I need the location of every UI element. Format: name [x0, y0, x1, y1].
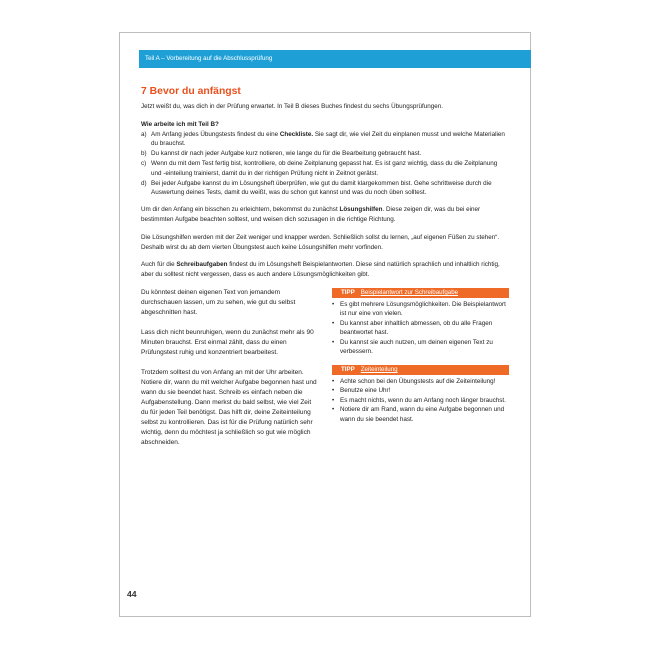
running-header: Teil A – Vorbereitung auf die Abschlussprüfung: [139, 50, 531, 68]
page-number: 44: [127, 589, 137, 599]
tip-label: TIPP: [341, 365, 355, 373]
list-marker: b): [141, 150, 147, 158]
schreibaufgaben-paragraph: Auch für die Schreibaufgaben findest du im Lösungsheft Beispielantworten. Diese sind natürlich sprachlich und inhaltlich richtig, aber du solltest nicht vergessen, dass es auch andere Lösungsmöglichkeiten gibt.: [141, 261, 500, 279]
list-item-text: Du kannst dir nach jeder Aufgabe kurz notieren, wie lange du für die Bearbeitung gebraucht hast.: [151, 150, 422, 158]
list-marker: c): [141, 159, 147, 167]
list-item-text: Am Anfang jedes Übungstests findest du eine Checkliste. Sie sagt dir, wie viel Zeit du einplanen musst und welche Materialien du brauchst.: [151, 130, 505, 148]
section-title: 7 Bevor du anfängst: [141, 86, 241, 97]
tip-item: • Du kannst aber inhaltlich abmessen, ob du alle Fragen beantwortet hast.: [332, 319, 493, 337]
list-item: [141, 179, 509, 199]
page-content: [141, 85, 509, 458]
right-column: [332, 288, 509, 458]
intro-paragraph: Jetzt weißt du, was dich in der Prüfung erwartet. In Teil B dieses Buches findest du sechs Übungsprüfungen.: [141, 103, 443, 110]
left-column: [141, 288, 317, 458]
bullet-icon: •: [332, 387, 335, 395]
tip-item: • Du kannst sie auch nutzen, um deinen eigenen Text zu verbessern.: [332, 338, 493, 356]
list-marker: a): [141, 130, 147, 138]
left-paragraph: Trotzdem solltest du von Anfang an mit der Uhr arbeiten. Notiere dir, wann du mit welcher Aufgabe begonnen hast und wann du sie beendet hast. Schreib es einfach neben die Aufgabenstellung. Dann merkst du bald selbst, wie viel Zeit du für jeden Teil benötigst. Das hilft dir, deine Zeiteinteilung selbst zu kontrollieren. Das ist für die Prüfung natürlich sehr wichtig, denn du möchtest ja schließlich so gut wie möglich abschneiden.: [141, 368, 317, 446]
instruction-list: [141, 130, 509, 199]
list-item: [141, 159, 509, 179]
tip-list: [332, 377, 509, 425]
tip-item: • Notiere dir am Rand, wann du eine Aufgabe begonnen und wann du sie beendet hast.: [332, 406, 505, 423]
tip-box-beispielantwort: [332, 288, 509, 357]
bullet-icon: •: [332, 319, 335, 327]
two-column-section: [141, 288, 509, 458]
tip-list: [332, 300, 509, 357]
list-item: [141, 149, 509, 159]
bullet-icon: •: [332, 396, 335, 404]
tip-box-zeiteinteilung: [332, 365, 509, 425]
tip-header: [332, 365, 509, 375]
loesungshilfen-reduction-paragraph: Die Lösungshilfen werden mit der Zeit weniger und knapper werden. Schließlich sollst du lernen, „auf eigenen Füßen zu stehen“. Deshalb wirst du ab dem vierten Übungstest auch keine Lösungshilfen mehr vorfinden.: [141, 233, 500, 251]
tip-title: Beispielantwort zur Schreibaufgabe: [360, 288, 459, 296]
tip-item: • Es macht nichts, wenn du am Anfang noch länger brauchst.: [332, 396, 506, 404]
bullet-icon: •: [332, 406, 335, 414]
bullet-icon: •: [332, 377, 335, 385]
list-item-text: Wenn du mit dem Test fertig bist, kontrolliere, ob deine Zeitplanung gepasst hat. Es ist ganz wichtig, dass du die Zeitplanung und -einteilung trainierst, damit du in der richtigen Prüfung nicht in Zeitnot gerätst.: [151, 159, 498, 177]
tip-item: • Es gibt mehrere Lösungsmöglichkeiten. Die Beispielantwort ist nur eine von vielen.: [332, 300, 506, 318]
subheading: Wie arbeite ich mit Teil B?: [141, 120, 219, 128]
list-marker: d): [141, 179, 147, 187]
left-paragraph: Lass dich nicht beunruhigen, wenn du zunächst mehr als 90 Minuten brauchst. Erst einmal zählt, dass du einen Prüfungstest ruhig und konzentriert bearbeitest.: [141, 328, 314, 356]
tip-item: • Achte schon bei den Übungstests auf die Zeiteinteilung!: [332, 377, 496, 385]
tip-item: • Benutze eine Uhr!: [332, 387, 391, 395]
bullet-icon: •: [332, 300, 335, 308]
list-item: [141, 130, 509, 150]
checkliste-term: Checkliste.: [279, 130, 314, 138]
list-item-text: Bei jeder Aufgabe kannst du im Lösungsheft überprüfen, wie gut du damit klargekommen bist. Gehe schrittweise durch die Auswertung deines Tests, damit du weißt, was du schon gut kannst und was du noch üben solltest.: [151, 179, 492, 197]
bullet-icon: •: [332, 338, 335, 346]
left-paragraph: Du könntest deinen eigenen Text von jemandem durchschauen lassen, um zu sehen, wie gut du selbst abgeschnitten hast.: [141, 288, 296, 316]
tip-title: Zeiteinteilung: [360, 365, 398, 373]
loesungshilfen-paragraph: Um dir den Anfang ein bisschen zu erleichtern, bekommst du zunächst Lösungshilfen. Diese zeigen dir, was du bei einer bestimmten Aufgabe beachten solltest, und weisen dich sozusagen in die richtige Richtung.: [141, 206, 481, 223]
tip-header: [332, 288, 509, 298]
tip-label: TIPP: [341, 288, 355, 296]
